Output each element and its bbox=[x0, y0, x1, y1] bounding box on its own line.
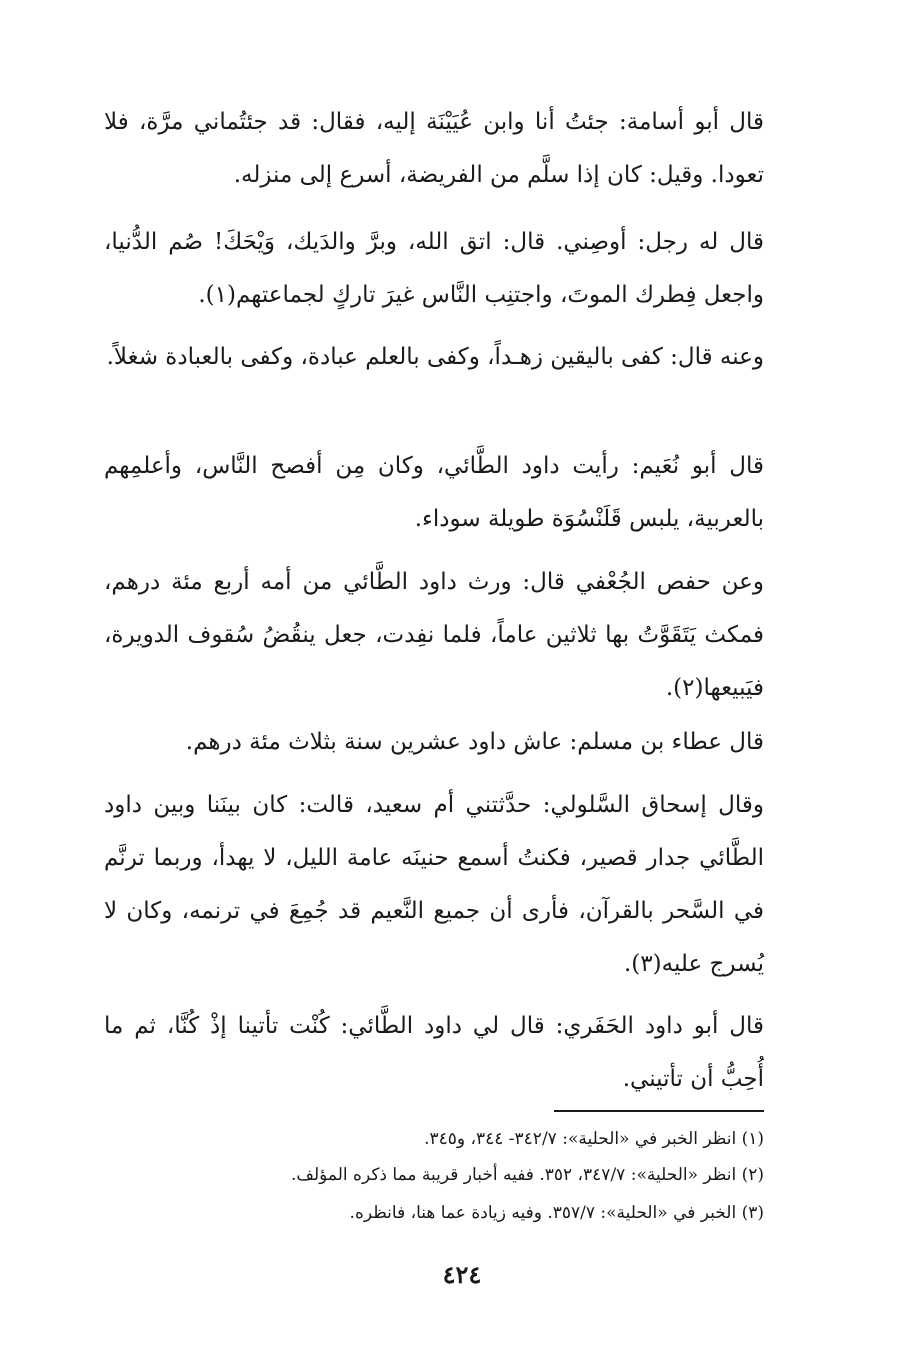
paragraph-abu-nuaym: قال أبو نُعَيم: رأيت داود الطَّائي، وكان مِن أفصح النَّاس، وأعلمِهم بالعربية، يلبس قَلَنْسُوَة طويلة سوداء. bbox=[104, 453, 764, 532]
paragraph-advice: قال له رجل: أوصِني. قال: اتق الله، وبرَّ والدَيك، وَيْحَكَ! صُم الدُّنيا، واجعل فِطرك الموتَ، واجتنِب النَّاس غيرَ تاركٍ لجماعتهم(١). bbox=[104, 229, 764, 308]
page-number: ٤٢٤ bbox=[442, 1260, 482, 1289]
paragraph-abu-dawud: قال أبو داود الحَفَري: قال لي داود الطَّائي: كُنْت تأتينا إذْ كُنَّا، ثم ما أُحِبُّ أن تأتيني. bbox=[104, 1013, 764, 1092]
footnote-divider bbox=[554, 1110, 764, 1112]
paragraph-yaqin: وعنه قال: كفى باليقين زهـداً، وكفى بالعلم عبادة، وكفى بالعبادة شغلاً. bbox=[106, 344, 764, 370]
footnote-2: (٢) انظر «الحلية»: ٣٤٧/٧، ٣٥٢. ففيه أخبار قريبة مما ذكره المؤلف. bbox=[290, 1165, 764, 1185]
paragraph-ishaq: وقال إسحاق السَّلولي: حدَّثتني أم سعيد، قالت: كان بينَنا وبين داود الطَّائي جدار قصير، فكنتُ أسمع حنينَه عامة الليل، لا يهدأ، وربما ترنَّم في السَّحر بالقرآن، فأرى أن جميع النَّعيم قد جُمِعَ في ترنمه، وكان لا يُسرج عليه(٣). bbox=[104, 792, 764, 977]
footnote-1: (١) انظر الخبر في «الحلية»: ٣٤٢/٧- ٣٤٤، و٣٤٥. bbox=[424, 1129, 764, 1149]
paragraph-hafs: وعن حفص الجُعْفي قال: ورث داود الطَّائي من أمه أربع مئة درهم، فمكث يَتَقَوَّتُ بها ثلاثين عاماً، فلما نفِدت، جعل ينقُضُ سُقوف الدويرة، فيَبيعها(٢). bbox=[104, 569, 764, 701]
paragraph-abu-usama: قال أبو أسامة: جئتُ أنا وابن عُيَيْنَة إليه، فقال: قد جئتُماني مرَّة، فلا تعودا. وقيل: كان إذا سلَّم من الفريضة، أسرع إلى منزله. bbox=[104, 109, 764, 188]
paragraph-ata: قال عطاء بن مسلم: عاش داود عشرين سنة بثلاث مئة درهم. bbox=[185, 729, 764, 755]
footnote-3: (٣) الخبر في «الحلية»: ٣٥٧/٧. وفيه زيادة عما هنا، فانظره. bbox=[349, 1203, 764, 1223]
